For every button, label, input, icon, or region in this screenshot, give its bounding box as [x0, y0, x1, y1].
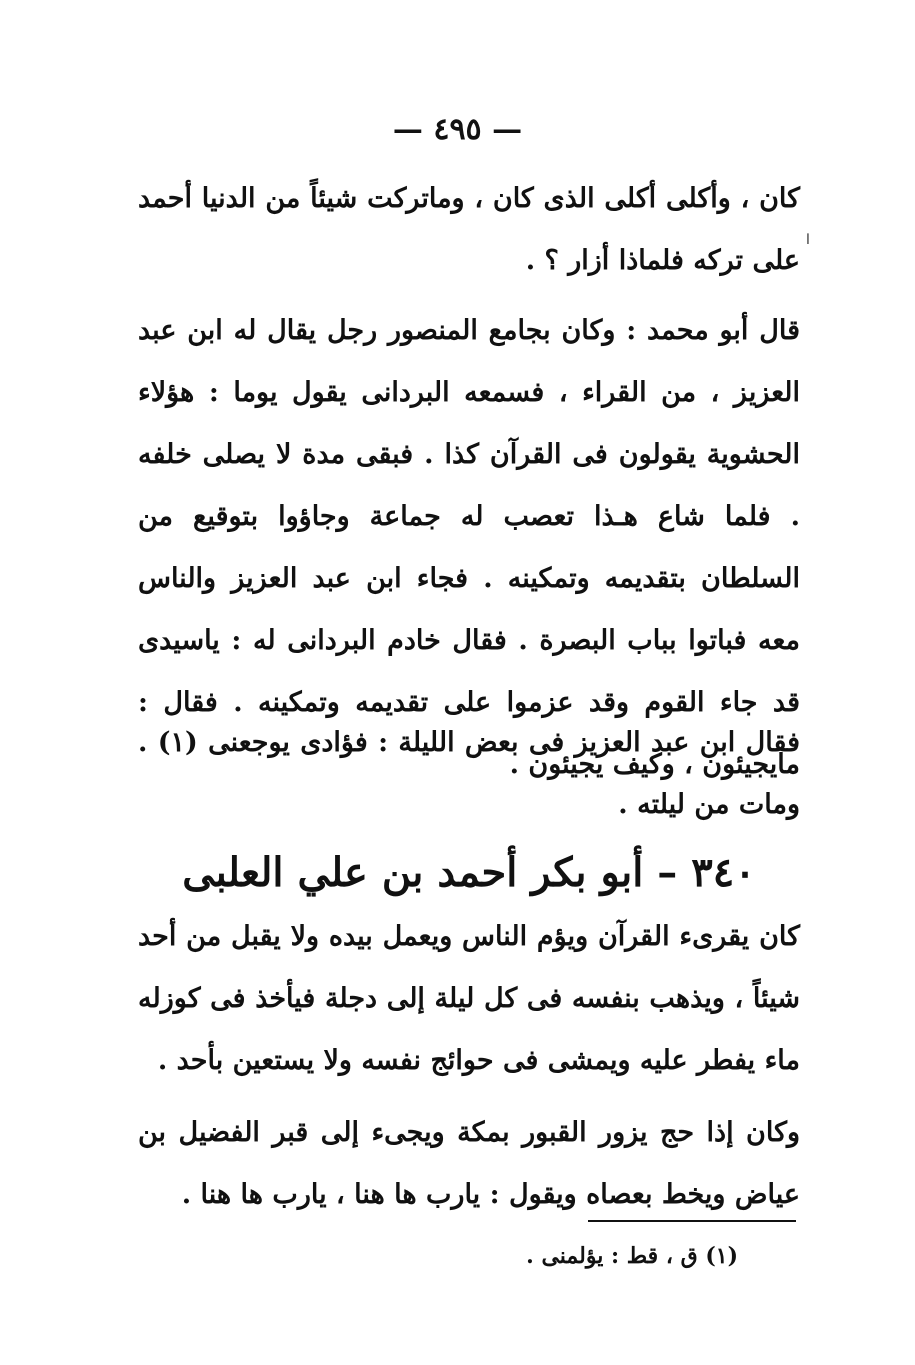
section-heading: ٣٤٠ – أبو بكر أحمد بن علي العلبى [182, 849, 756, 896]
section-paragraph-1: كان يقرىء القرآن ويؤم الناس ويعمل بيده ولا يقبل من أحد شيئاً ، ويذهب بنفسه فى كل ليلة إلى دجلة فيأخذ فى كوزله ماء يفطر عليه ويمشى فى حوائج نفسه ولا يستعين بأحد . [138, 921, 800, 1076]
margin-mark: ا [806, 232, 810, 248]
paragraph-1: كان ، وأكلى أكلى الذى كان ، وماتركت شيئاً من الدنيا أحمد على تركه فلماذا أزار ؟ . [138, 183, 800, 276]
footnote-divider [588, 1220, 796, 1222]
section-paragraph-2: وكان إذا حج يزور القبور بمكة ويجىء إلى قبر الفضيل بن عياض ويخط بعصاه ويقول : يارب ها هنا ، يارب ها هنا . [138, 1117, 800, 1210]
paragraph-2: قال أبو محمد : وكان بجامع المنصور رجل يقال له ابن عبد العزيز ، من القراء ، فسمعه البردانى يقول يوما : هؤلاء الحشوية يقولون فى القرآن كذا . فبقى مدة لا يصلى خلفه . فلما شاع هـذا تعصب له جماعة وجاؤوا بتوقيع من السلطان بتقديمه وتمكينه . فجاء ابن عبد العزيز والناس معه فباتوا بباب البصرة . فقال خادم البردانى له : ياسيدى قد جاء القوم وقد عزموا على تقديمه وتمكينه . فقال : مايجيئون ، وكيف يجيئون . [138, 315, 800, 780]
page-number: — ٤٩٥ — [392, 112, 523, 147]
paragraph-3: فقال ابن عبد العزيز فى بعض الليلة : فؤادى يوجعنى (١) . ومات من ليلته . [138, 727, 801, 820]
footnote: (١) ق ، قط : يؤلمنى . [526, 1243, 738, 1269]
